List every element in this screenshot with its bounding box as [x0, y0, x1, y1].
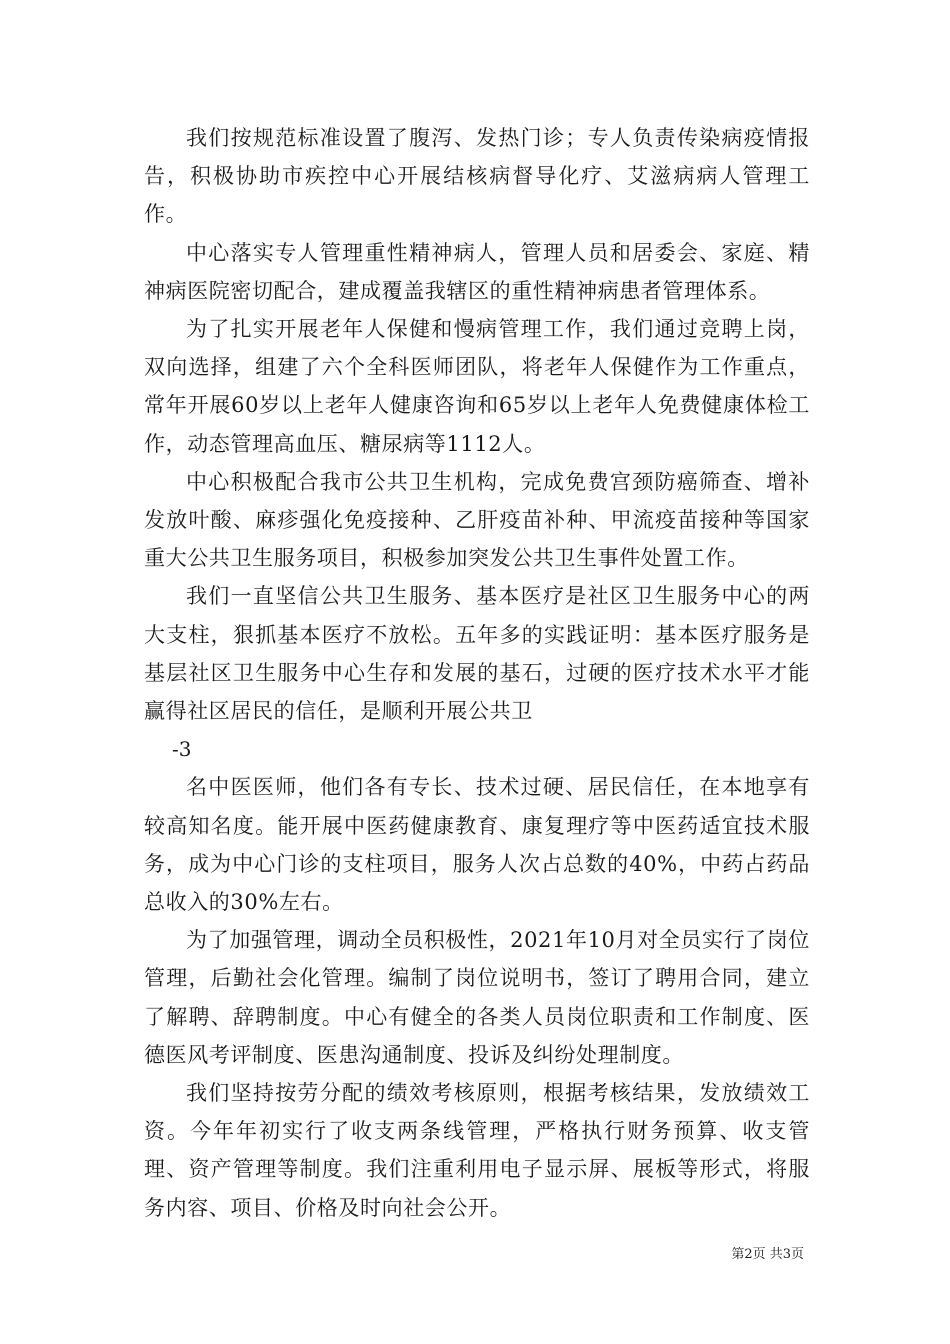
document-body [144, 119, 810, 1227]
page-marker: -3 [172, 737, 192, 762]
paragraph: 名中医医师，他们各有专长、技术过硬、居民信任，在本地享有较高知名度。能开展中医药健康教育、康复理疗等中医药适宜技术服务，成为中心门诊的支柱项目，服务人次占总数的40%，中药占药品总收入的30%左右。 [144, 775, 810, 915]
paragraph: 中心积极配合我市公共卫生机构，完成免费宫颈防癌筛查、增补发放叶酸、麻疹强化免疫接种、乙肝疫苗补种、甲流疫苗接种等国家重大公共卫生服务项目，积极参加突发公共卫生事件处置工作。 [144, 469, 810, 571]
paragraph: 我们坚持按劳分配的绩效考核原则，根据考核结果，发放绩效工资。今年年初实行了收支两条线管理，严格执行财务预算、收支管理、资产管理等制度。我们注重利用电子显示屏、展板等形式，将服务内容、项目、价格及时向社会公开。 [144, 1081, 810, 1220]
page-footer: 第2页 共3页 [731, 1247, 804, 1262]
paragraph: 为了加强管理，调动全员积极性，2021年10月对全员实行了岗位管理，后勤社会化管理。编制了岗位说明书，签订了聘用合同，建立了解聘、辞聘制度。中心有健全的各类人员岗位职责和工作制度、医德医风考评制度、医患沟通制度、投诉及纠纷处理制度。 [144, 928, 810, 1067]
paragraph: 我们一直坚信公共卫生服务、基本医疗是社区卫生服务中心的两大支柱，狠抓基本医疗不放松。五年多的实践证明：基本医疗服务是基层社区卫生服务中心生存和发展的基石，过硬的医疗技术水平才能赢得社区居民的信任，是顺利开展公共卫 [144, 584, 810, 724]
paragraph: 我们按规范标准设置了腹泻、发热门诊；专人负责传染病疫情报告，积极协助市疾控中心开展结核病督导化疗、艾滋病病人管理工作。 [144, 126, 810, 227]
paragraph: 为了扎实开展老年人保健和慢病管理工作，我们通过竞聘上岗，双向选择，组建了六个全科医师团队，将老年人保健作为工作重点，常年开展60岁以上老年人健康咨询和65岁以上老年人免费健康体检工作，动态管理高血压、糖尿病等1112人。 [144, 317, 810, 456]
paragraph: 中心落实专人管理重性精神病人，管理人员和居委会、家庭、精神病医院密切配合，建成覆盖我辖区的重性精神病患者管理体系。 [144, 240, 810, 303]
